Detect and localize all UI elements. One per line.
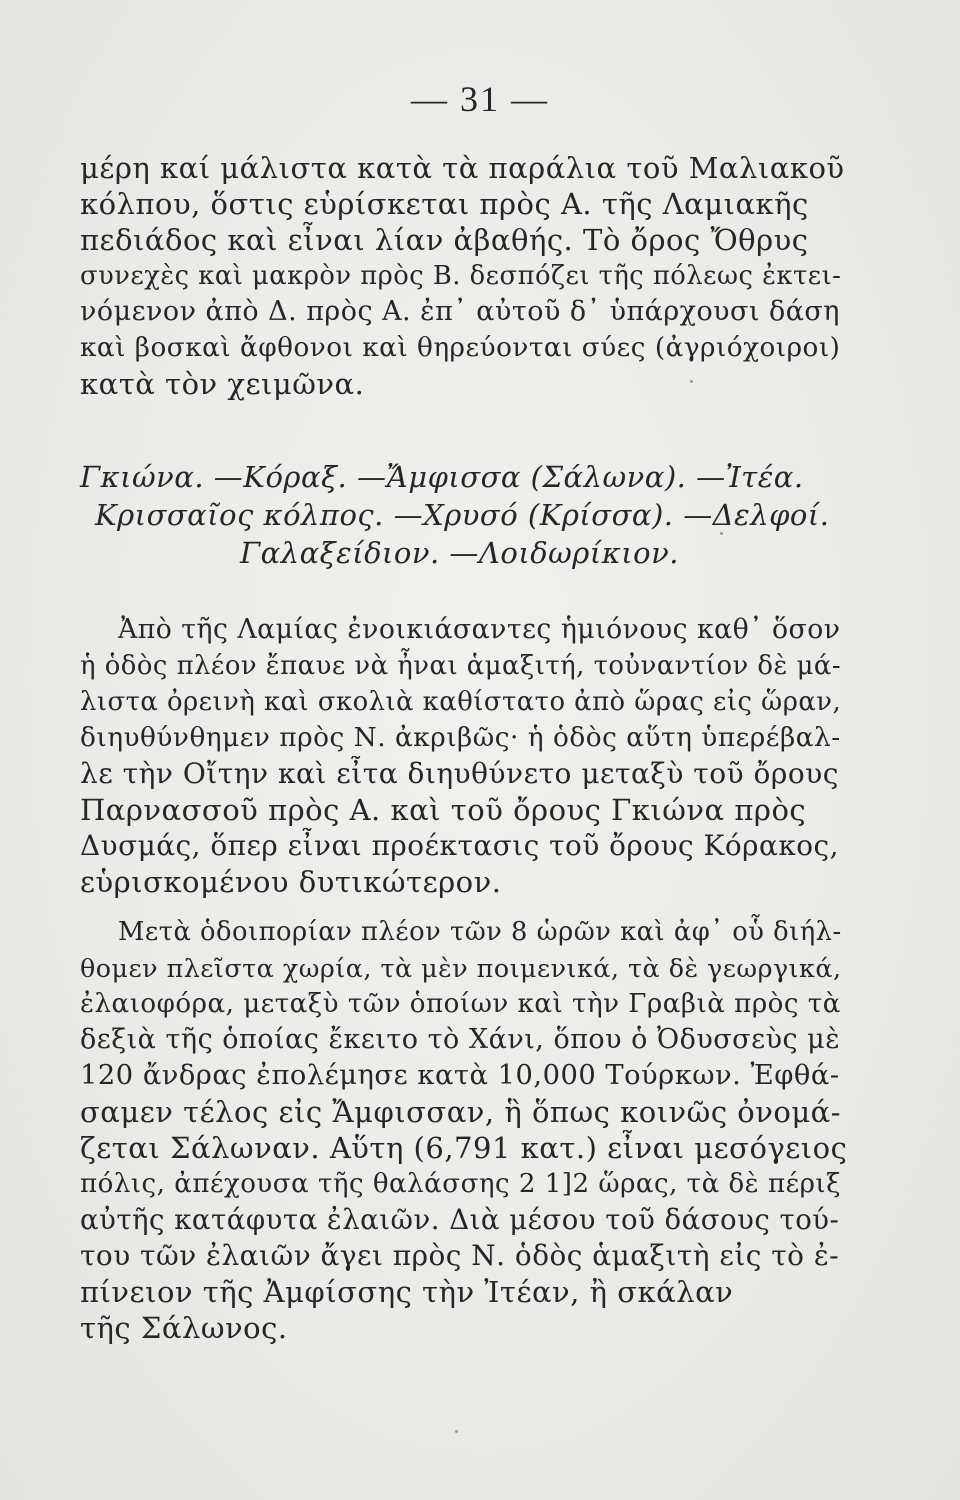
text-line: σαμεν τέλος εἰς Ἄμφισσαν, ἣ ὅπως κοινῶς ὀνομά- bbox=[80, 1095, 842, 1129]
text-line: 120 ἄνδρας ἐπολέμησε κατὰ 10,000 Τούρκων. Ἐφθά- bbox=[80, 1060, 840, 1091]
text-line: συνεχὲς καὶ μακρὸν πρὸς Β. δεσπόζει τῆς πόλεως ἐκτει- bbox=[80, 261, 842, 291]
text-line: λε τὴν Οἴτην καὶ εἶτα διηυθύνετο μεταξὺ τοῦ ὄρους bbox=[80, 757, 839, 790]
heading-line: Γαλαξείδιον. —Λοιδωρίκιον. bbox=[240, 536, 679, 570]
paragraph-2 bbox=[80, 612, 850, 900]
text-line: μέρη καί μάλιστα κατὰ τὰ παράλια τοῦ Μαλιακοῦ bbox=[80, 151, 845, 185]
text-line: πίνειον τῆς Ἀμφίσσης τὴν Ἰτέαν, ἢ σκάλαν bbox=[80, 1275, 734, 1309]
text-line: τῆς Σάλωνος. bbox=[80, 1311, 288, 1345]
text-line: κόλπου, ὅστις εὑρίσκεται πρὸς Α. τῆς Λαμιακῆς bbox=[80, 187, 809, 221]
paragraph-3 bbox=[80, 914, 850, 1346]
text-line: ἡ ὁδὸς πλέον ἔπαυε νὰ ἦναι ἁμαξιτή, τοὐναντίον δὲ μά- bbox=[80, 651, 842, 681]
text-line: Μετὰ ὁδοιπορίαν πλέον τῶν 8 ὡρῶν καὶ ἀφ᾽ οὗ διήλ- bbox=[118, 917, 842, 947]
text-line: αὐτῆς κατάφυτα ἐλαιῶν. Διὰ μέσου τοῦ δάσους τού- bbox=[80, 1204, 840, 1236]
text-line: θομεν πλεῖστα χωρία, τὰ μὲν ποιμενικά, τὰ δὲ γεωργικά, bbox=[80, 953, 842, 983]
paper-speck bbox=[690, 380, 693, 383]
heading-line: Γκιώνα. —Κόραξ. —Ἄμφισσα (Σάλωνα). —Ἰτέα. bbox=[80, 460, 804, 494]
paragraph-1 bbox=[80, 150, 850, 402]
heading-line: Κρισσαῖος κόλπος. —Χρυσό (Κρίσσα). —Δελφοί. bbox=[95, 498, 830, 532]
text-line: του τῶν ἐλαιῶν ἄγει πρὸς Ν. ὁδὸς ἁμαξιτὴ εἰς τὸ ἐ- bbox=[80, 1239, 840, 1272]
text-line: Ἀπὸ τῆς Λαμίας ἐνοικιάσαντες ἡμιόνους καθ᾽ ὅσον bbox=[118, 614, 841, 645]
paper-speck bbox=[720, 532, 723, 535]
text-line: πόλις, ἀπέχουσα τῆς θαλάσσης 2 1]2 ὥρας, τὰ δὲ πέριξ bbox=[80, 1169, 841, 1199]
text-line: κατὰ τὸν χειμῶνα. bbox=[80, 367, 365, 401]
text-line: Δυσμάς, ὅπερ εἶναι προέκτασις τοῦ ὄρους Κόρακος, bbox=[80, 829, 839, 862]
text-line: Παρνασσοῦ πρὸς Α. καὶ τοῦ ὄρους Γκιώνα πρὸς bbox=[80, 793, 807, 827]
page-number: — 31 — bbox=[411, 79, 549, 119]
text-line: δεξιὰ τῆς ὁποίας ἔκειτο τὸ Χάνι, ὅπου ὁ Ὀδυσσεὺς μὲ bbox=[80, 1024, 841, 1055]
text-line: λιστα ὀρεινὴ καὶ σκολιὰ καθίστατο ἀπὸ ὥρας εἰς ὥραν, bbox=[80, 687, 842, 717]
paper-speck bbox=[455, 1430, 458, 1433]
section-heading bbox=[0, 458, 960, 572]
text-line: ἐλαιοφόρα, μεταξὺ τῶν ὁποίων καὶ τὴν Γραβιὰ πρὸς τὰ bbox=[80, 989, 841, 1019]
text-line: εὑρισκομένου δυτικώτερον. bbox=[80, 865, 502, 899]
text-line: καὶ βοσκαὶ ἄφθονοι καὶ θηρεύονται σύες (ἀγριόχοιροι) bbox=[80, 333, 841, 363]
text-line: διηυθύνθημεν πρὸς Ν. ἀκριβῶς· ἡ ὁδὸς αὕτη ὑπερέβαλ- bbox=[80, 723, 841, 753]
text-line: νόμενον ἀπὸ Δ. πρὸς Α. ἐπ᾽ αὐτοῦ δ᾽ ὑπάρχουσι δάση bbox=[80, 296, 840, 327]
text-line: πεδιάδος καὶ εἶναι λίαν ἀβαθής. Τὸ ὄρος Ὄθρυς bbox=[80, 223, 809, 257]
text-line: ζεται Σάλωναν. Αὕτη (6,791 κατ.) εἶναι μεσόγειος bbox=[80, 1131, 848, 1165]
